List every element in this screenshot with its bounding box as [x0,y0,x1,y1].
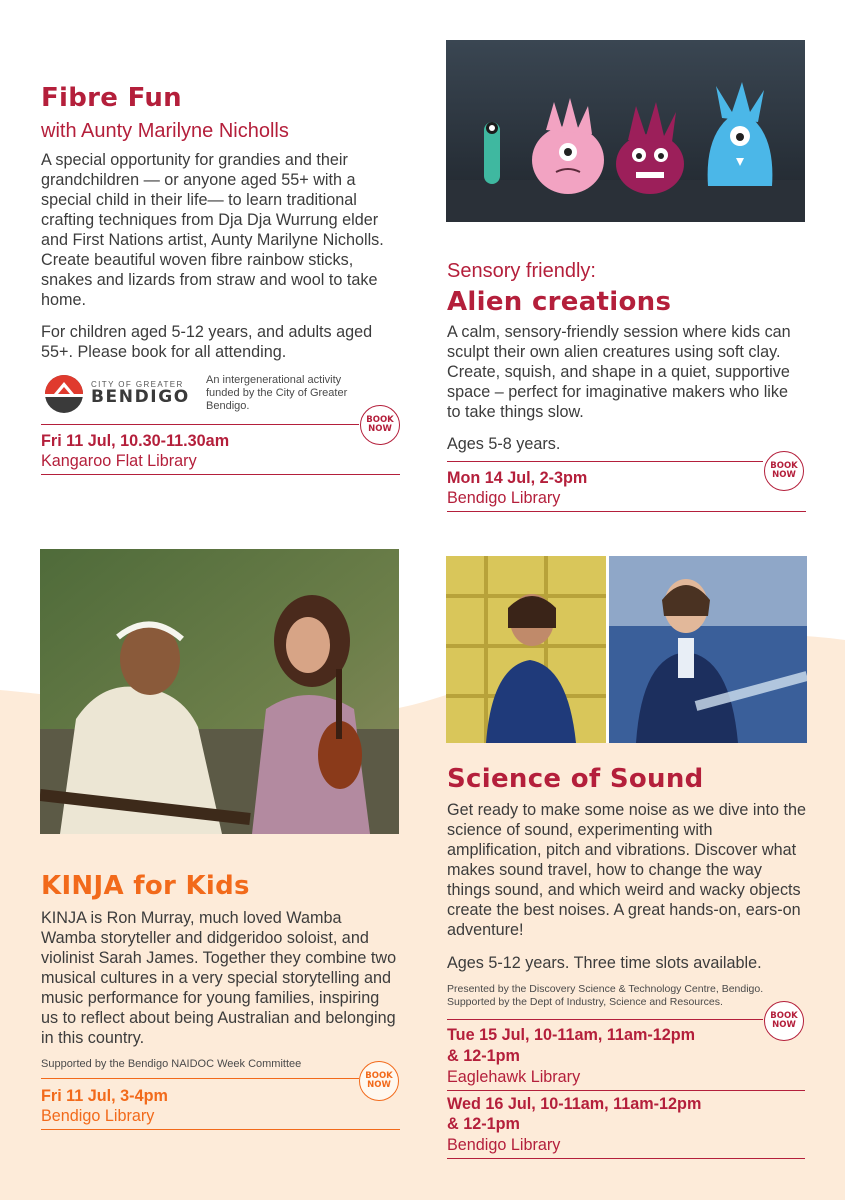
kinja-performers-photo [40,549,399,834]
bendigo-logo-icon [44,374,84,414]
alien-creations-rule-top [447,461,763,462]
science-of-sound-title: Science of Sound [447,764,704,794]
fibre-fun-date: Fri 11 Jul, 10.30-11.30am [41,432,230,450]
kinja-location: Bendigo Library [41,1107,155,1125]
fibre-fun-title: Fibre Fun [41,83,182,113]
science-session1-date-cont: & 12-1pm [447,1047,520,1065]
fibre-fun-rule-top [41,424,359,425]
science-of-sound-photo [446,556,807,743]
kinja-title: KINJA for Kids [41,871,250,901]
science-session2-rule-bottom [447,1158,805,1159]
city-of-greater-bendigo-logo [44,374,194,414]
kinja-date: Fri 11 Jul, 3-4pm [41,1087,168,1105]
fibre-fun-book-now-button[interactable]: BOOK NOW [360,405,400,445]
alien-clay-photo [446,40,805,222]
science-session2-date: Wed 16 Jul, 10-11am, 11am-12pm [447,1095,702,1113]
kinja-rule-top [41,1078,359,1079]
fibre-fun-subtitle: with Aunty Marilyne Nicholls [41,120,289,142]
science-session1-location: Eaglehawk Library [447,1068,581,1086]
alien-creations-date: Mon 14 Jul, 2-3pm [447,469,588,487]
logo-small-text: CITY OF GREATER [91,380,184,389]
science-of-sound-description: Get ready to make some noise as we dive into the science of sound, experimenting with amplification, pitch and vibrations. Discover what makes sound travel, how to change the way things sound, and which weird and wacky objects create the best noises. A great hands-on, ears-on adventure! [447,801,807,939]
alien-creations-description: A calm, sensory-friendly session where kids can sculpt their own alien creatures using soft clay. Create, squish, and shape in a quiet, supportive space – perfect for imaginative makers who like to take things slow. [447,323,791,421]
kinja-rule-bottom [41,1129,400,1130]
science-of-sound-book-now-button[interactable]: BOOK NOW [764,1001,804,1041]
alien-creations-ages: Ages 5-8 years. [447,435,561,453]
kinja-description: KINJA is Ron Murray, much loved Wamba Wamba storyteller and didgeridoo soloist, and violinist Sarah James. Together they combine two musical cultures in a very special storytelling and music performance for young families, inspiring us to reflect about being Australian and belonging in this country. [41,909,397,1047]
alien-creations-title: Alien creations [447,287,672,317]
alien-creations-rule-bottom [447,511,806,512]
fibre-fun-eligibility: For children aged 5-12 years, and adults aged 55+. Please book for all attending. [41,323,373,361]
science-session1-date: Tue 15 Jul, 10-11am, 11am-12pm [447,1026,696,1044]
fibre-fun-funding-note: An intergenerational activity funded by the City of Greater Bendigo. [206,374,348,412]
logo-big-text: BENDIGO [91,387,190,407]
kinja-supported-note: Supported by the Bendigo NAIDOC Week Committee [41,1058,302,1070]
science-session2-date-cont: & 12-1pm [447,1115,520,1133]
science-session2-location: Bendigo Library [447,1136,561,1154]
science-of-sound-ages: Ages 5-12 years. Three time slots available. [447,954,762,972]
science-session1-rule-top [447,1019,763,1020]
fibre-fun-description: A special opportunity for grandies and their grandchildren — or anyone aged 55+ with a special child in their life— to learn traditional crafting techniques from Dja Dja Wurrung elder and First Nations artist, Aunty Marilyne Nicholls. Create beautiful woven fibre rainbow sticks, snakes and lizards from straw and wool to take home. [41,151,384,309]
alien-creations-book-now-button[interactable]: BOOK NOW [764,451,804,491]
fibre-fun-rule-bottom [41,474,400,475]
alien-creations-location: Bendigo Library [447,489,561,507]
fibre-fun-location: Kangaroo Flat Library [41,452,197,470]
science-session1-rule-bottom [447,1090,805,1091]
science-of-sound-presented-note: Presented by the Discovery Science & Technology Centre, Bendigo. Supported by the Dept of Industry, Science and Resources. [447,983,764,1008]
kinja-book-now-button[interactable]: BOOK NOW [359,1061,399,1101]
alien-creations-kicker: Sensory friendly: [447,260,596,282]
